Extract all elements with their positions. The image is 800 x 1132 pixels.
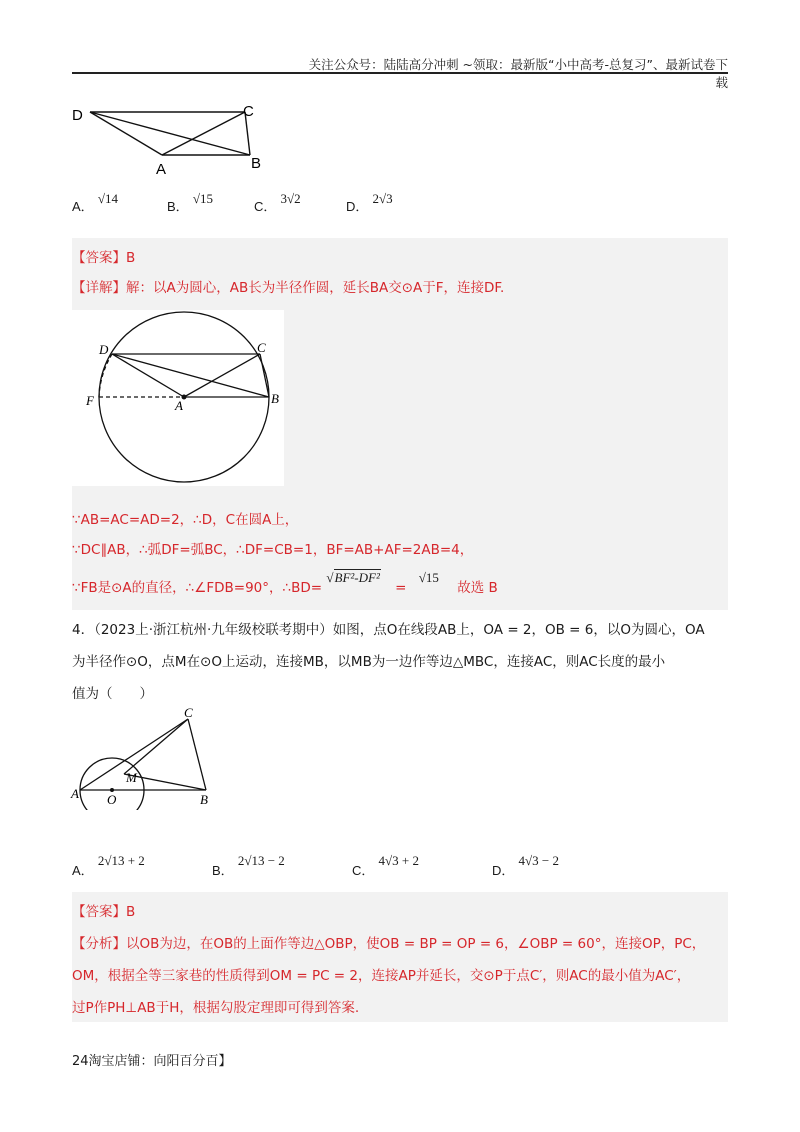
figure-trapezoid — [70, 98, 270, 180]
q4-option-a[interactable]: A． 2√13 + 2 — [72, 853, 145, 878]
q4-option-b[interactable]: B． 2√13 − 2 — [212, 853, 285, 878]
header-rule — [72, 72, 728, 74]
q3-option-c[interactable]: C． 3√2 — [254, 191, 301, 214]
label-A: A — [175, 398, 183, 413]
page-footer: 24淘宝店铺：向阳百分百】 — [72, 1054, 232, 1069]
label-D: D — [72, 107, 83, 124]
q4-line1: 4．（2023上·浙江杭州·九年级校联考期中）如图，点O在线段AB上，OA = 2，OB = 6，以O为圆心，OA — [72, 622, 705, 638]
label-B: B — [251, 155, 262, 172]
q4-analysis-line2: OM，根据全等三家巷的性质得到OM = PC = 2，连接AP并延长，交⊙P于点C′，则AC的最小值为AC′， — [72, 968, 691, 984]
q4-answer: 【答案】B — [72, 904, 136, 920]
option-expr: √15 — [192, 191, 213, 206]
q3-detail: 【详解】解：以A为圆心，AB长为半径作圆，延长BA交⊙A于F，连接DF. — [72, 280, 505, 296]
label-B: B — [271, 391, 279, 406]
label-A: A — [71, 786, 79, 801]
q3-line2: ∵DC∥AB，∴弧DF=弧BC，∴DF=CB=1，BF=AB+AF=2AB=4， — [72, 542, 474, 558]
label-F: F — [86, 393, 94, 408]
q3-line1: ∵AB=AC=AD=2，∴D，C在圆A上， — [72, 512, 299, 528]
label-C: C — [184, 706, 193, 720]
option-expr: 3√2 — [280, 191, 301, 206]
sqrt-expr: √BF²-DF² — [326, 570, 380, 585]
label-M: M — [126, 770, 137, 785]
figure-circle-a — [72, 310, 284, 486]
q4-option-d[interactable]: D． 4√3 − 2 — [492, 853, 559, 878]
q3-option-a[interactable]: A． √14 — [72, 191, 118, 214]
label-C: C — [257, 340, 266, 355]
figure-equilateral — [70, 706, 220, 810]
q4-line3: 值为（ ） — [72, 686, 153, 702]
label-A: A — [156, 161, 167, 178]
q4-analysis-line1: 【分析】以OB为边，在OB的上面作等边△OBP，使OB = BP = OP = 6，∠OBP = 60°，连接OP，PC， — [72, 936, 706, 952]
q3-option-d[interactable]: D． 2√3 — [346, 191, 393, 214]
q4-option-c[interactable]: C． 4√3 + 2 — [352, 853, 419, 878]
option-expr: 2√3 — [372, 191, 393, 206]
q4-analysis-line3: 过P作PH⊥AB于H，根据勾股定理即可得到答案. — [72, 1000, 360, 1016]
option-expr: √14 — [97, 191, 118, 206]
label-C: C — [243, 103, 254, 120]
label-O: O — [107, 792, 117, 807]
page-header: 关注公众号：陆陆高分冲刺 ~领取：最新版“小中高考-总复习”、最新试卷下载 — [308, 57, 728, 90]
q3-option-b[interactable]: B． √15 — [167, 191, 213, 214]
label-B: B — [200, 792, 208, 807]
label-D: D — [99, 342, 109, 357]
q4-line2: 为半径作⊙O，点M在⊙O上运动，连接MB，以MB为一边作等边△MBC，连接AC，则AC长度的最小 — [72, 654, 666, 670]
q3-answer: 【答案】B — [72, 250, 136, 266]
q3-line3: ∵FB是⊙A的直径，∴∠FDB=90°，∴BD= √BF²-DF² = √15 故选 B — [72, 570, 498, 596]
